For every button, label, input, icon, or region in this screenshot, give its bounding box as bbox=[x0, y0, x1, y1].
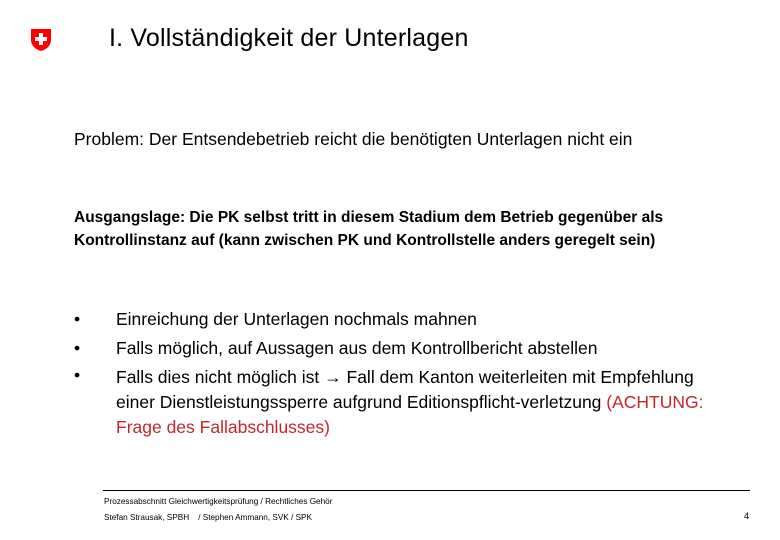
list-item bbox=[74, 305, 714, 334]
bullet-marker: • bbox=[74, 365, 81, 385]
page-number: 4 bbox=[744, 511, 750, 522]
bullet-marker: • bbox=[74, 338, 81, 358]
footer-section-label: Prozessabschnitt Gleichwertigkeitsprüfung / Rechtliches Gehör bbox=[104, 497, 333, 506]
problem-statement: Problem: Der Entsendebetrieb reicht die benötigten Unterlagen nicht ein bbox=[74, 129, 633, 149]
initial-situation: Ausgangslage: Die PK selbst tritt in diesem Stadium dem Betrieb gegenüber als Kontrollinstanz auf (kann zwischen PK und Kontrollstelle anders geregelt sein) bbox=[74, 209, 664, 249]
bullet-marker: • bbox=[74, 309, 81, 329]
list-item-text: Falls möglich, auf Aussagen aus dem Kontrollbericht abstellen bbox=[116, 338, 598, 358]
page-title: I. Vollständigkeit der Unterlagen bbox=[109, 24, 469, 52]
swiss-coat-of-arms-icon bbox=[30, 28, 52, 52]
list-item bbox=[74, 363, 714, 440]
list-item bbox=[74, 334, 714, 363]
list-item-text: Fall dem Kanton weiterleiten mit Empfehlung einer Dienstleistungssperre aufgrund Editionspflicht-verletzung bbox=[116, 367, 694, 412]
warning-note: (ACHTUNG: Frage des Fallabschlusses) bbox=[116, 392, 704, 437]
action-list bbox=[74, 305, 714, 440]
arrow-right-icon: → bbox=[324, 367, 342, 387]
list-item-text: Falls dies nicht möglich ist bbox=[116, 367, 325, 387]
footer-authors: Stefan Strausak, SPBH / Stephen Ammann, SVK / SPK bbox=[104, 513, 312, 522]
footer-divider bbox=[103, 490, 750, 491]
list-item-text: Einreichung der Unterlagen nochmals mahnen bbox=[116, 309, 477, 329]
